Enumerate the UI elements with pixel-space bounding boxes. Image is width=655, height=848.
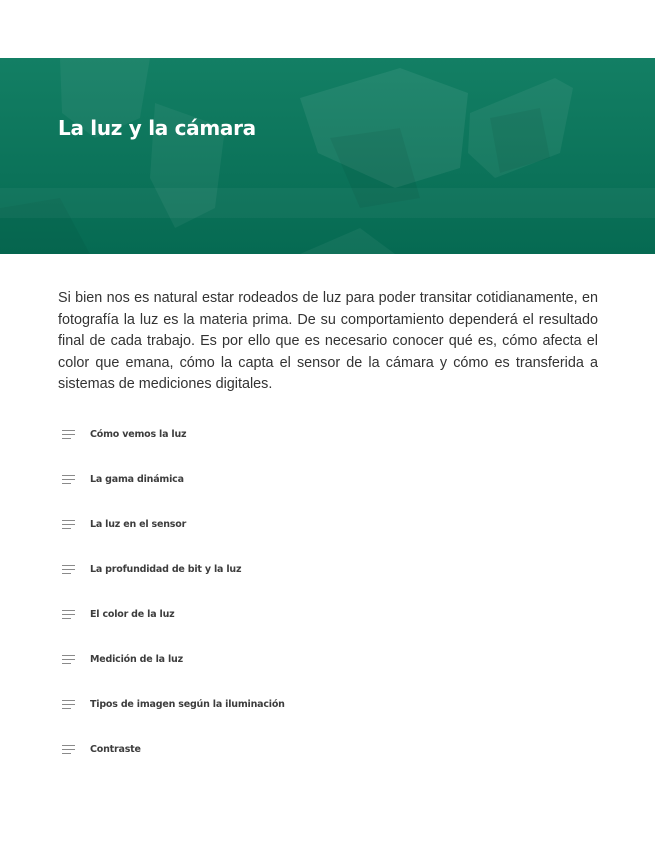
lesson-list	[0, 412, 655, 772]
lesson-label: El color de la luz	[90, 609, 175, 620]
lesson-label: Medición de la luz	[90, 654, 183, 665]
hero-background-image	[0, 58, 655, 254]
lesson-item[interactable]	[0, 727, 655, 772]
lesson-label: Tipos de imagen según la iluminación	[90, 699, 285, 710]
lesson-item[interactable]	[0, 637, 655, 682]
lesson-item[interactable]	[0, 457, 655, 502]
lesson-item[interactable]	[0, 592, 655, 637]
lesson-item[interactable]	[0, 547, 655, 592]
lesson-lines-icon	[62, 520, 75, 530]
lesson-lines-icon	[62, 475, 75, 485]
lesson-lines-icon	[62, 565, 75, 575]
lesson-lines-icon	[62, 655, 75, 665]
lesson-item[interactable]	[0, 412, 655, 457]
lesson-label: La luz en el sensor	[90, 519, 187, 530]
lesson-label: La gama dinámica	[90, 474, 184, 485]
lesson-lines-icon	[62, 700, 75, 710]
page-title: La luz y la cámara	[58, 116, 256, 140]
lesson-label: La profundidad de bit y la luz	[90, 564, 242, 575]
lesson-label: Cómo vemos la luz	[90, 429, 187, 440]
lesson-item[interactable]	[0, 682, 655, 727]
lesson-label: Contraste	[90, 744, 141, 755]
lesson-lines-icon	[62, 610, 75, 620]
lesson-item[interactable]	[0, 502, 655, 547]
hero-banner	[0, 58, 655, 254]
lesson-lines-icon	[62, 430, 75, 440]
lesson-lines-icon	[62, 745, 75, 755]
intro-paragraph: Si bien nos es natural estar rodeados de luz para poder transitar cotidianamente, en fotografía la luz es la materia prima. De su comportamiento dependerá el resultado final de cada trabajo. Es por ello que es necesario conocer qué es, cómo afecta el color que emana, cómo la capta el sensor de la cámara y cómo es transferida a sistemas de mediciones digitales.	[58, 290, 598, 393]
